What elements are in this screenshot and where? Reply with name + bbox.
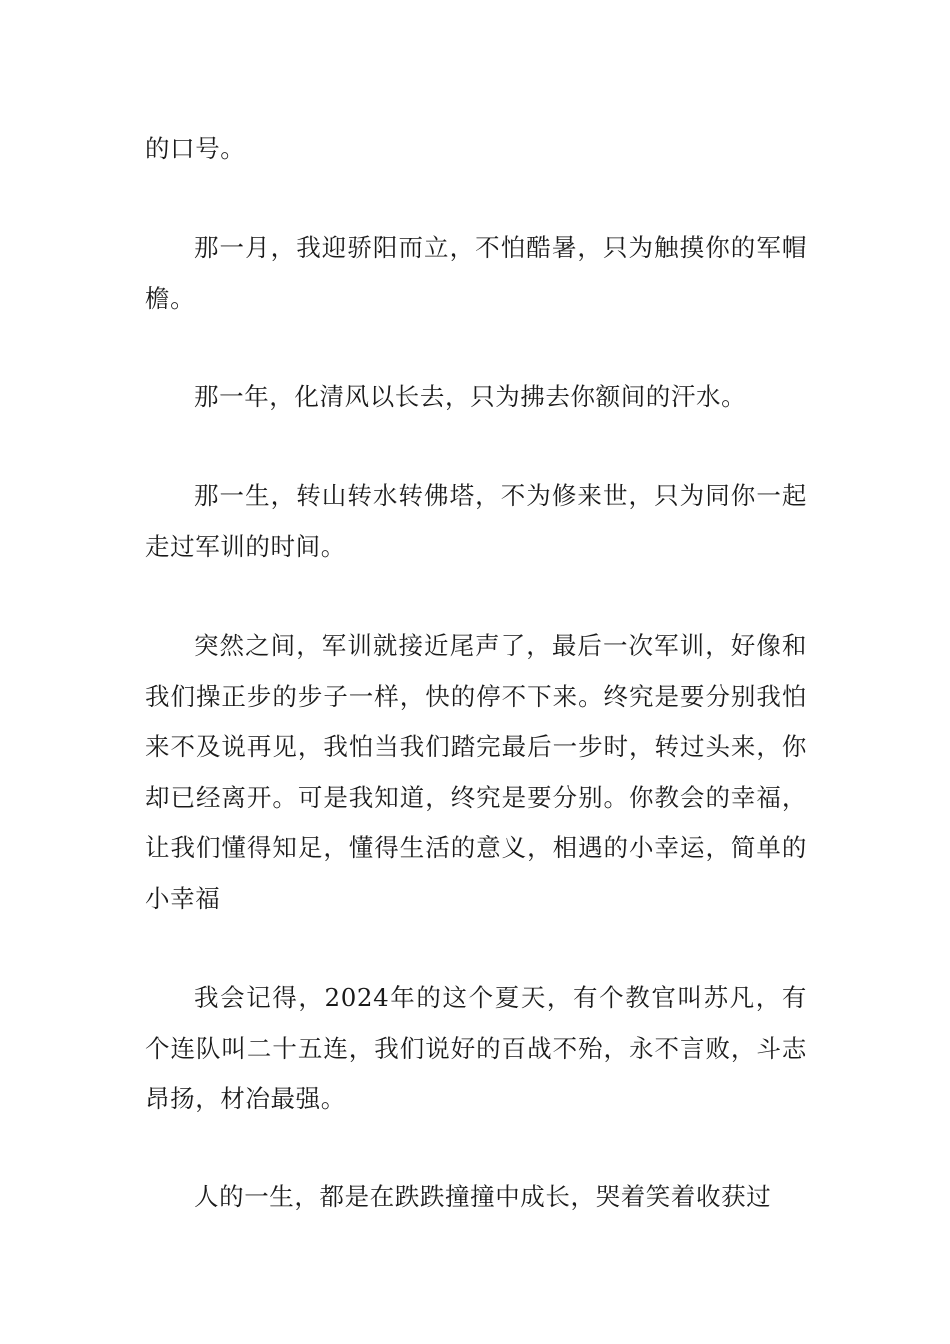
paragraph: 那一月，我迎骄阳而立，不怕酷暑，只为触摸你的军帽檐。 [145, 233, 807, 313]
paragraph: 那一生，转山转水转佛塔，不为修来世，只为同你一起走过军训的时间。 [145, 481, 807, 561]
paragraph-continuation: 的口号。 [145, 134, 246, 163]
paragraph: 突然之间，军训就接近尾声了，最后一次军训，好像和我们操正步的步子一样，快的停不下来。终究是要分别我怕来不及说再见，我怕当我们踏完最后一步时，转过头来，你却已经离开。可是我知道，终究是要分别。你教会的幸福，让我们懂得知足，懂得生活的意义，相遇的小幸运，简单的小幸福 [145, 631, 807, 913]
paragraph: 人的一生，都是在跌跌撞撞中成长，哭着笑着收获过 [194, 1182, 772, 1211]
paragraph: 那一年，化清风以长去，只为拂去你额间的汗水。 [194, 382, 747, 411]
paragraph: 我会记得，2024年的这个夏天，有个教官叫苏凡，有个连队叫二十五连，我们说好的百战不殆，永不言败，斗志昂扬，材冶最强。 [145, 983, 807, 1113]
